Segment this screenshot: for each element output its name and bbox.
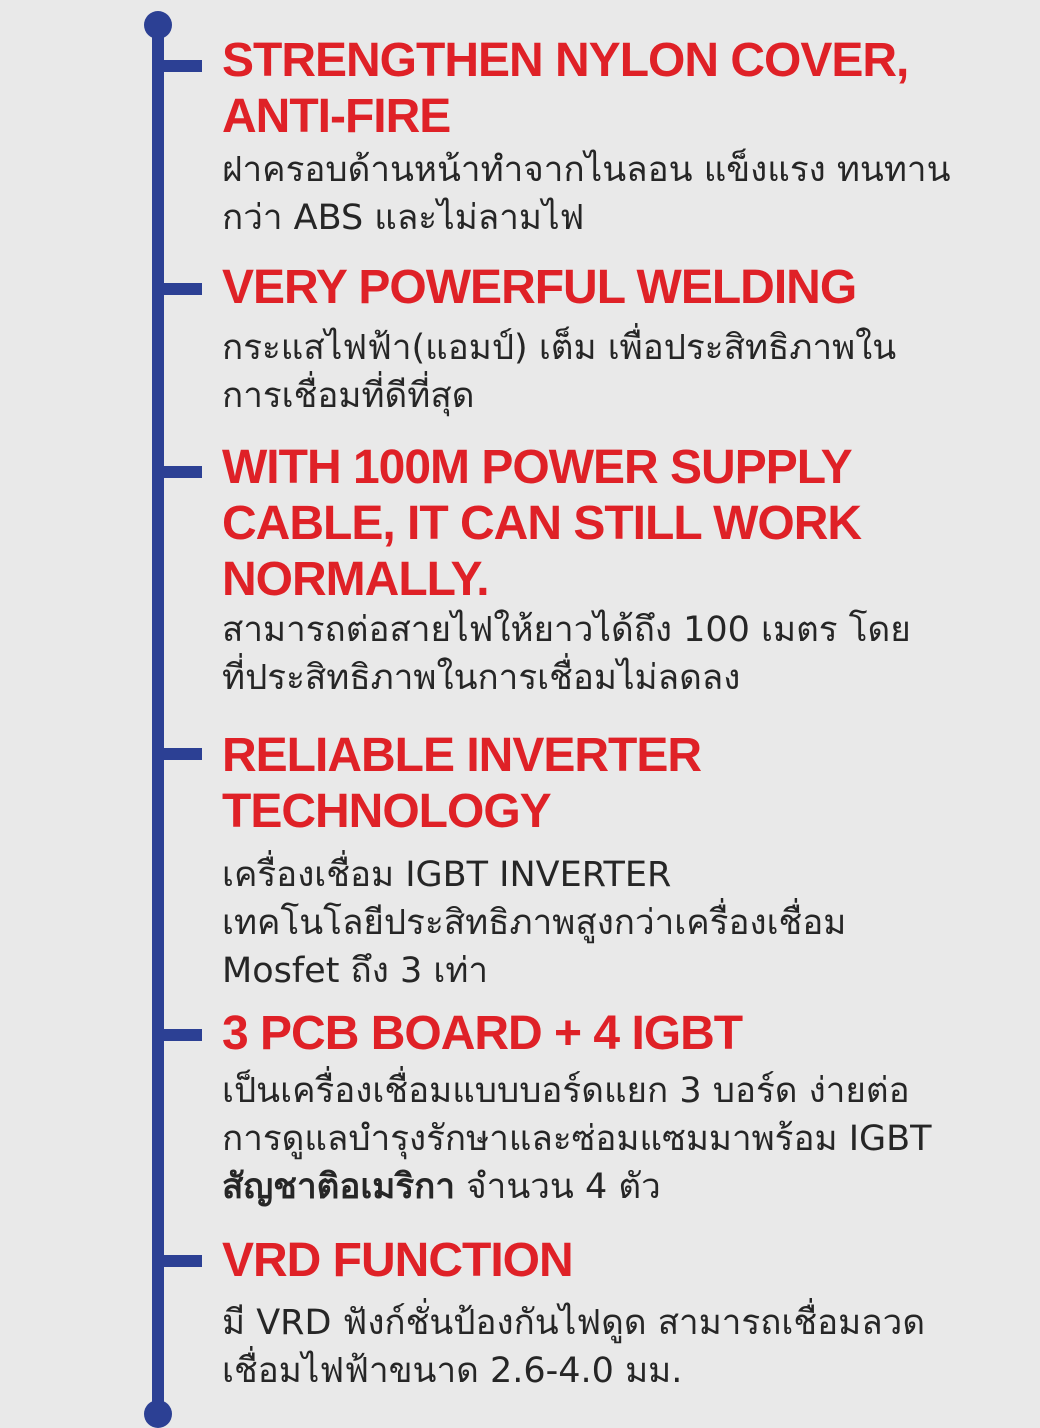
feature-body-reliable-inverter-technology bbox=[222, 851, 846, 995]
heading-line: RELIABLE INVERTER bbox=[222, 729, 702, 782]
body-line-regular-text: จำนวน 4 ตัว bbox=[455, 1167, 661, 1207]
feature-heading-vrd-function bbox=[222, 1233, 573, 1289]
body-line: มี VRD ฟังก์ชั่นป้องกันไฟดูด สามารถเชื่อมลวด bbox=[222, 1303, 926, 1343]
heading-line: WITH 100M POWER SUPPLY bbox=[222, 441, 852, 494]
feature-heading-very-powerful-welding bbox=[222, 260, 856, 316]
timeline-tick-1 bbox=[152, 60, 202, 72]
timeline-tick-3 bbox=[152, 466, 202, 478]
body-line: สามารถต่อสายไฟให้ยาวได้ถึง 100 เมตร โดย bbox=[222, 610, 911, 650]
feature-body-strengthen-nylon-cover bbox=[222, 146, 951, 242]
heading-line: NORMALLY. bbox=[222, 553, 489, 606]
body-line: การเชื่อมที่ดีที่สุด bbox=[222, 376, 475, 416]
heading-line: VRD FUNCTION bbox=[222, 1234, 573, 1287]
timeline-tick-4 bbox=[152, 748, 202, 760]
heading-line: CABLE, IT CAN STILL WORK bbox=[222, 497, 862, 550]
feature-heading-3-pcb-board-4-igbt bbox=[222, 1006, 742, 1062]
body-line: เป็นเครื่องเชื่อมแบบบอร์ดแยก 3 บอร์ด ง่ายต่อ bbox=[222, 1071, 910, 1111]
feature-heading-reliable-inverter-technology bbox=[222, 728, 701, 840]
body-line: กระแสไฟฟ้า(แอมป์) เต็ม เพื่อประสิทธิภาพใน bbox=[222, 328, 897, 368]
timeline-tick-5 bbox=[152, 1029, 202, 1041]
body-line: เครื่องเชื่อม IGBT INVERTER bbox=[222, 855, 672, 895]
feature-body-100m-power-supply-cable bbox=[222, 606, 911, 702]
body-line-bold-text: สัญชาติอเมริกา bbox=[222, 1167, 456, 1207]
heading-line: TECHNOLOGY bbox=[222, 785, 551, 838]
timeline-node-top bbox=[144, 11, 172, 39]
feature-heading-strengthen-nylon-cover bbox=[222, 33, 908, 145]
body-line bbox=[222, 1163, 932, 1211]
timeline-tick-2 bbox=[152, 283, 202, 295]
timeline-line bbox=[152, 24, 164, 1416]
feature-body-3-pcb-board-4-igbt bbox=[222, 1067, 932, 1211]
body-line: ที่ประสิทธิภาพในการเชื่อมไม่ลดลง bbox=[222, 658, 741, 698]
heading-line: 3 PCB BOARD + 4 IGBT bbox=[222, 1007, 743, 1060]
feature-body-very-powerful-welding bbox=[222, 324, 896, 420]
timeline-node-bottom bbox=[144, 1400, 172, 1428]
body-line: ฝาครอบด้านหน้าทำจากไนลอน แข็งแรง ทนทาน bbox=[222, 150, 951, 190]
body-line: กว่า ABS และไม่ลามไฟ bbox=[222, 198, 585, 238]
feature-body-vrd-function bbox=[222, 1299, 925, 1395]
body-line: เชื่อมไฟฟ้าขนาด 2.6-4.0 มม. bbox=[222, 1351, 683, 1391]
heading-line: ANTI-FIRE bbox=[222, 90, 451, 143]
timeline-tick-6 bbox=[152, 1255, 202, 1267]
heading-line: STRENGTHEN NYLON COVER, bbox=[222, 34, 909, 87]
feature-heading-100m-power-supply-cable bbox=[222, 440, 861, 608]
body-line: เทคโนโลยีประสิทธิภาพสูงกว่าเครื่องเชื่อม bbox=[222, 903, 847, 943]
heading-line: VERY POWERFUL WELDING bbox=[222, 261, 857, 314]
body-line: Mosfet ถึง 3 เท่า bbox=[222, 951, 489, 991]
body-line: การดูแลบำรุงรักษาและซ่อมแซมมาพร้อม IGBT bbox=[222, 1119, 932, 1159]
